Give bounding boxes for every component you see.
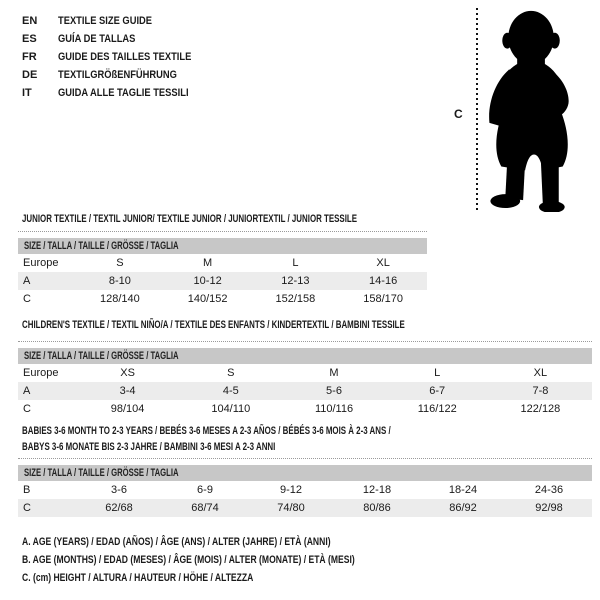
note-text: B. AGE (MONTHS) / EDAD (MESES) / ÂGE (MOIS) / ALTER (MONATE) / ETÀ (MESI) [22,554,355,566]
table-row-age [18,272,427,290]
row-label: C [23,403,31,415]
row-label: B [23,484,31,496]
table-cell: 14-16 [369,275,398,287]
table-cell: 4-5 [222,385,239,397]
note-c [22,569,449,587]
height-dashed-line [476,8,478,210]
language-title-block [22,12,215,102]
table-row-age-months [18,481,592,499]
table-cell: 12-18 [362,484,392,496]
note-a [22,533,449,551]
silhouette-foot-left [490,194,520,208]
language-code: ES [22,33,37,45]
table-cell: 3-4 [119,385,136,397]
size-table-junior [18,231,427,308]
section-title-junior [22,211,487,227]
table-cell: 68/74 [191,502,219,514]
table-cell: 9-12 [279,484,303,496]
language-title: GUIDA ALLE TAGLIE TESSILI [58,87,189,99]
size-header-text: SIZE / TALLA / TAILLE / GRÖSSE / TAGLIA [24,240,179,252]
row-label: C [23,502,31,514]
table-cell: 7-8 [532,385,549,397]
language-row [22,66,215,84]
language-code: FR [22,51,37,63]
language-code: EN [22,15,38,27]
note-text: A. AGE (YEARS) / EDAD (AÑOS) / ÂGE (ANS) / ALTER (JAHRE) / ETÀ (ANNI) [22,536,331,548]
table-cell: 12-13 [281,275,310,287]
language-title: TEXTILGRÖßENFÜHRUNG [58,69,177,81]
table-cell: 10-12 [193,275,222,287]
table-cell: 5-6 [326,385,342,397]
height-label-c: C [454,107,463,121]
table-cell: M [203,257,213,269]
silhouette-leg-right [541,160,559,206]
row-label: Europe [23,257,59,269]
silhouette-leg-left [505,160,525,200]
table-row-height [18,290,427,308]
table-row-height [18,499,592,517]
size-table-children [18,341,592,418]
table-cell: 140/152 [187,293,228,305]
table-row-europe [18,254,427,272]
table-cell: XS [120,367,135,379]
legend-notes [22,533,449,587]
table-row-age [18,382,592,400]
language-row [22,30,215,48]
row-label: C [23,293,31,305]
size-header-text: SIZE / TALLA / TAILLE / GRÖSSE / TAGLIA [24,467,179,479]
table-cell: 6-7 [429,385,446,397]
table-cell: S [116,257,124,269]
table-cell: 110/116 [314,403,354,415]
section-title-text: BABIES 3-6 MONTH TO 2-3 YEARS / BEBÉS 3-6 MESES A 2-3 AÑOS / BÉBÉS 3-6 MOIS À 2-3 ANS / [22,425,391,437]
table-cell: 24-36 [534,484,564,496]
table-cell: L [434,367,441,379]
size-table-babies [18,458,592,517]
section-title-text: CHILDREN'S TEXTILE / TEXTIL NIÑO/A / TEXTILE DES ENFANTS / KINDERTEXTIL / BAMBINI TESSILE [22,319,405,331]
section-title-text: JUNIOR TEXTILE / TEXTIL JUNIOR/ TEXTILE JUNIOR / JUNIORTEXTIL / JUNIOR TESSILE [22,213,358,225]
table-cell: 128/140 [99,293,140,305]
baby-silhouette-image [479,4,589,212]
language-code: DE [22,69,38,81]
note-text: C. (cm) HEIGHT / ALTURA / HAUTEUR / HÖHE / ALTEZZA [22,572,254,584]
language-title: GUIDE DES TAILLES TEXTILE [58,51,192,63]
table-cell: S [227,367,235,379]
size-header-bar [18,348,592,364]
language-row [22,12,215,30]
table-cell: 104/110 [211,403,251,415]
size-header-bar [18,238,427,254]
table-row-height [18,400,592,418]
language-code: IT [22,87,32,99]
table-cell: 62/68 [105,502,133,514]
table-cell: 18-24 [448,484,478,496]
size-header-bar [18,465,592,481]
table-cell: M [329,367,339,379]
section-title-babies [22,423,534,455]
note-b [22,551,449,569]
table-cell: 6-9 [197,484,213,496]
row-label: Europe [23,367,59,379]
table-cell: 8-10 [108,275,131,287]
language-row [22,48,215,66]
table-cell: 74/80 [277,502,305,514]
table-cell: 116/122 [417,403,457,415]
size-header-text: SIZE / TALLA / TAILLE / GRÖSSE / TAGLIA [24,350,179,362]
table-cell: 122/128 [520,403,561,415]
table-cell: L [292,257,299,269]
table-cell: 152/158 [275,293,316,305]
table-cell: 86/92 [449,502,477,514]
table-cell: 158/170 [363,293,403,305]
language-title: GUÍA DE TALLAS [58,33,136,45]
table-cell: XL [376,257,390,269]
row-label: A [23,275,31,287]
table-cell: XL [533,367,548,379]
language-title: TEXTILE SIZE GUIDE [58,15,153,27]
table-cell: 98/104 [110,403,145,415]
section-title-text-line2: BABYS 3-6 MONATE BIS 2-3 JAHRE / BAMBINI 3-6 MESI A 2-3 ANNI [22,441,276,453]
table-row-europe [18,364,592,382]
table-cell: 3-6 [111,484,127,496]
row-label: A [23,385,31,397]
table-cell: 80/86 [363,502,391,514]
table-cell: 92/98 [535,502,563,514]
language-row [22,84,215,102]
section-title-children [22,317,554,333]
